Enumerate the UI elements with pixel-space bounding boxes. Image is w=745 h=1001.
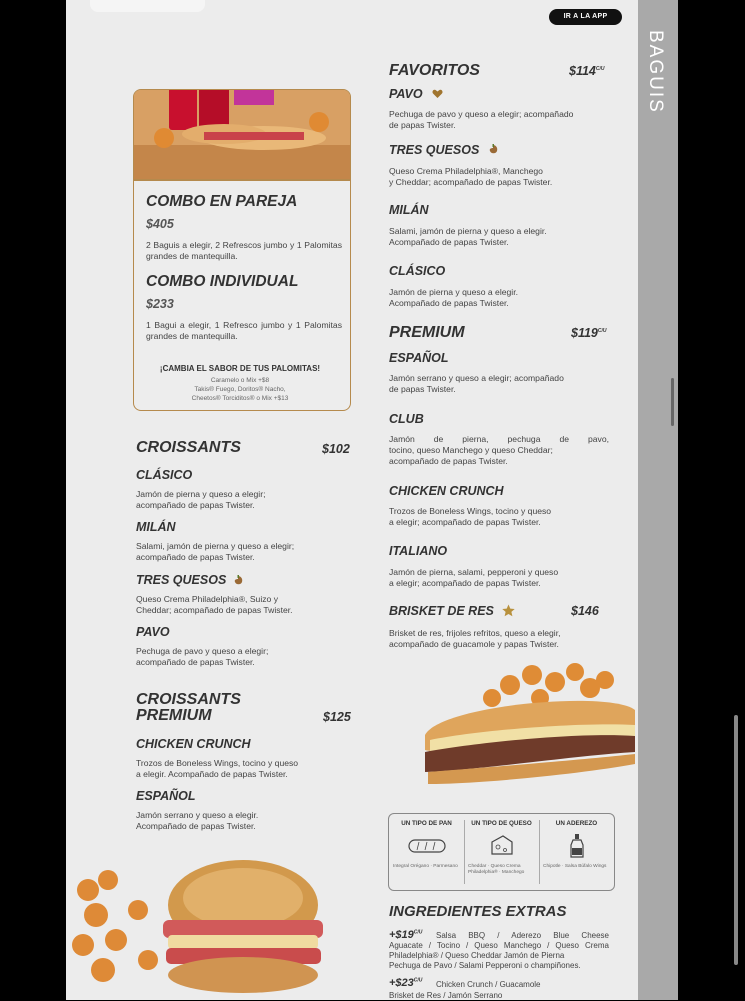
favorito-item-name: MILÁN xyxy=(389,203,429,217)
croissant-premium-item-desc: Jamón serrano y queso a elegir. xyxy=(136,810,259,820)
brisket-name: BRISKET DE RES xyxy=(389,604,494,618)
combo-pareja-title: COMBO EN PAREJA xyxy=(146,193,298,210)
extras-line: Pechuga de Pavo / Salami Pepperoni o champiñones. xyxy=(389,961,581,970)
premium-item-desc: de papas Twister. xyxy=(389,384,456,394)
premium-item-desc: Jamón serrano y queso a elegir; acompañado xyxy=(389,373,564,383)
cheese-desc: Cheddar · Queso Crema Philadelphia® · Manchego xyxy=(468,864,525,875)
dressing-column xyxy=(539,814,614,890)
croissant-premium-item-name: CHICKEN CRUNCH xyxy=(136,737,251,751)
brisket-price: $146 xyxy=(571,604,599,618)
cheese-column xyxy=(464,814,539,890)
flavor-line-1: Caramelo o Mix +$8 xyxy=(210,377,270,384)
croissant-item-name: MILÁN xyxy=(136,520,176,534)
premium-item-name: CLUB xyxy=(389,412,424,426)
croissant-item-desc: Pechuga de pavo y queso a elegir; xyxy=(136,646,269,656)
extras-line: Chicken Crunch / Guacamole xyxy=(436,980,541,989)
premium-item-desc: Jamón de pierna, salami, pepperoni y queso xyxy=(389,567,559,577)
favorito-item-desc: Queso Crema Philadelphia®, Manchego xyxy=(389,166,543,176)
premium-price-sup: C/U xyxy=(597,327,607,334)
category-tab-bar[interactable] xyxy=(638,0,678,1000)
premium-item-desc: acompañado de papas Twister. xyxy=(389,456,508,466)
favorito-item-desc: y Cheddar; acompañado de papas Twister. xyxy=(389,177,553,187)
croissant-premium-item-name: ESPAÑOL xyxy=(136,789,196,803)
flavor-line-3: Cheetos® Torciditos® o Mix +$13 xyxy=(191,395,289,402)
extras-line: Aguacate / Tocino / Queso Manchego / Queso Crema xyxy=(389,941,609,950)
baguette-sandwich-image xyxy=(420,660,640,790)
croissants-premium-title-2: PREMIUM xyxy=(136,707,212,724)
combo-divider xyxy=(134,179,350,181)
content-scroll-indicator[interactable] xyxy=(671,378,674,426)
croissant-item-desc: acompañado de papas Twister. xyxy=(136,657,255,667)
croissant-item-name: TRES QUESOS xyxy=(136,573,227,587)
croissant-sandwich-image xyxy=(68,850,328,1000)
favorito-item-name: TRES QUESOS xyxy=(389,143,480,157)
premium-item-name: ESPAÑOL xyxy=(389,351,449,365)
dressing-bottle-icon xyxy=(567,833,587,859)
croissant-item-name: PAVO xyxy=(136,625,170,639)
croissant-item-name: CLÁSICO xyxy=(136,468,193,482)
combo-pareja-desc: 2 Baguis a elegir, 2 Refrescos jumbo y 1 Palomitas grandes de mantequilla. xyxy=(146,240,342,261)
premium-item-name: CHICKEN CRUNCH xyxy=(389,484,504,498)
cheese-icon xyxy=(489,833,515,859)
palomitas-flavor-heading: ¡CAMBIA EL SABOR DE TUS PALOMITAS! xyxy=(159,364,321,373)
chili-icon xyxy=(488,144,499,155)
bread-icon xyxy=(407,836,447,856)
croissants-price: $102 xyxy=(322,442,350,456)
croissant-premium-item-desc: a elegir. Acompañado de papas Twister. xyxy=(136,769,288,779)
premium-price: $\$119^{C/U}$ xyxy=(571,326,607,340)
croissant-item-desc: Salami, jamón de pierna y queso a elegir; xyxy=(136,541,295,551)
combo-illustration xyxy=(134,90,350,180)
extras-line: Salsa BBQ / Aderezo Blue Cheese xyxy=(436,931,609,940)
favorito-item-desc: Acompañado de papas Twister. xyxy=(389,237,509,247)
favorito-item-desc: Jamón de pierna y queso a elegir. xyxy=(389,287,518,297)
premium-item-desc: a elegir; acompañado de papas Twister. xyxy=(389,578,541,588)
extras-price-2: $+\$23^{C/U}$ xyxy=(389,977,423,989)
bread-column xyxy=(389,814,464,890)
extras-line: Philadelphia® / Queso Cheddar Jamón de Pierna xyxy=(389,951,565,960)
combo-individual-title: COMBO INDIVIDUAL xyxy=(146,273,299,290)
page-scrollbar[interactable] xyxy=(734,715,738,965)
favorito-item-desc: Salami, jamón de pierna y queso a elegir. xyxy=(389,226,547,236)
bread-desc: Integral Orégano · Parmesano xyxy=(393,864,458,869)
croissant-premium-item-desc: Acompañado de papas Twister. xyxy=(136,821,256,831)
premium-item-desc: a elegir; acompañado de papas Twister. xyxy=(389,517,541,527)
favorito-item-name: CLÁSICO xyxy=(389,264,446,278)
cheese-title: UN TIPO DE QUESO xyxy=(471,820,532,827)
go-to-app-button[interactable]: IR A LA APP xyxy=(549,9,622,25)
croissant-item-desc: acompañado de papas Twister. xyxy=(136,500,255,510)
favoritos-title: FAVORITOS xyxy=(389,62,480,79)
extras-price-2-sup: C/U xyxy=(413,977,423,984)
brisket-desc: acompañado de guacamole y papas Twister. xyxy=(389,639,559,649)
combo-individual-desc: 1 Bagui a elegir, 1 Refresco jumbo y 1 Palomitas grandes de mantequilla. xyxy=(146,320,342,341)
flavor-line-2: Takis® Fuego, Doritos® Nacho, xyxy=(194,386,286,393)
extras-line: Brisket de Res / Jamón Serrano xyxy=(389,991,503,1000)
category-tab-label[interactable]: BAGUIS xyxy=(645,30,666,114)
dressing-title: UN ADEREZO xyxy=(555,820,598,827)
combo-individual-price: $233 xyxy=(146,297,174,311)
combo-image xyxy=(134,90,350,180)
favorito-item-desc: Acompañado de papas Twister. xyxy=(389,298,509,308)
heart-icon xyxy=(432,89,443,99)
base-ingredients-box xyxy=(388,813,615,891)
favorito-item-desc: de papas Twister. xyxy=(389,120,456,130)
favoritos-price-sup: C/U xyxy=(595,65,605,72)
croissants-premium-title-1: CROISSANTS xyxy=(136,691,241,708)
extras-price-1: $+\$19^{C/U}$ xyxy=(389,929,423,941)
star-icon xyxy=(502,604,515,617)
croissant-premium-item-desc: Trozos de Boneless Wings, tocino y queso xyxy=(136,758,299,768)
extras-title: INGREDIENTES EXTRAS xyxy=(389,903,567,920)
favorito-item-name: PAVO xyxy=(389,87,423,101)
premium-title: PREMIUM xyxy=(389,324,465,341)
extras-price-1-sup: C/U xyxy=(413,929,423,936)
croissant-item-desc: acompañado de papas Twister. xyxy=(136,552,255,562)
favorito-item-desc: Pechuga de pavo y queso a elegir; acompañado xyxy=(389,109,574,119)
croissant-item-desc: Queso Crema Philadelphia®, Suizo y xyxy=(136,594,278,604)
bread-title: UN TIPO DE PAN xyxy=(401,820,452,827)
dressing-desc: Chipotle · Salsa Búfalo Wings xyxy=(543,864,607,869)
premium-item-name: ITALIANO xyxy=(389,544,448,558)
premium-item-desc: Jamón de pierna, pechuga de pavo, xyxy=(389,434,609,444)
combo-pareja-price: $405 xyxy=(146,217,174,231)
premium-item-desc: tocino, queso Manchego y queso Cheddar; xyxy=(389,445,553,455)
croissants-premium-price: $125 xyxy=(323,710,351,724)
favoritos-price: $\$114^{C/U}$ xyxy=(569,64,605,78)
top-header-tab xyxy=(90,0,205,12)
brisket-desc: Brisket de res, frijoles refritos, queso a elegir, xyxy=(389,628,561,638)
croissant-item-desc: Cheddar; acompañado de papas Twister. xyxy=(136,605,293,615)
croissants-title: CROISSANTS xyxy=(136,439,241,456)
croissant-item-desc: Jamón de pierna y queso a elegir; xyxy=(136,489,266,499)
premium-item-desc: Trozos de Boneless Wings, tocino y queso xyxy=(389,506,552,516)
chili-icon xyxy=(233,575,244,586)
